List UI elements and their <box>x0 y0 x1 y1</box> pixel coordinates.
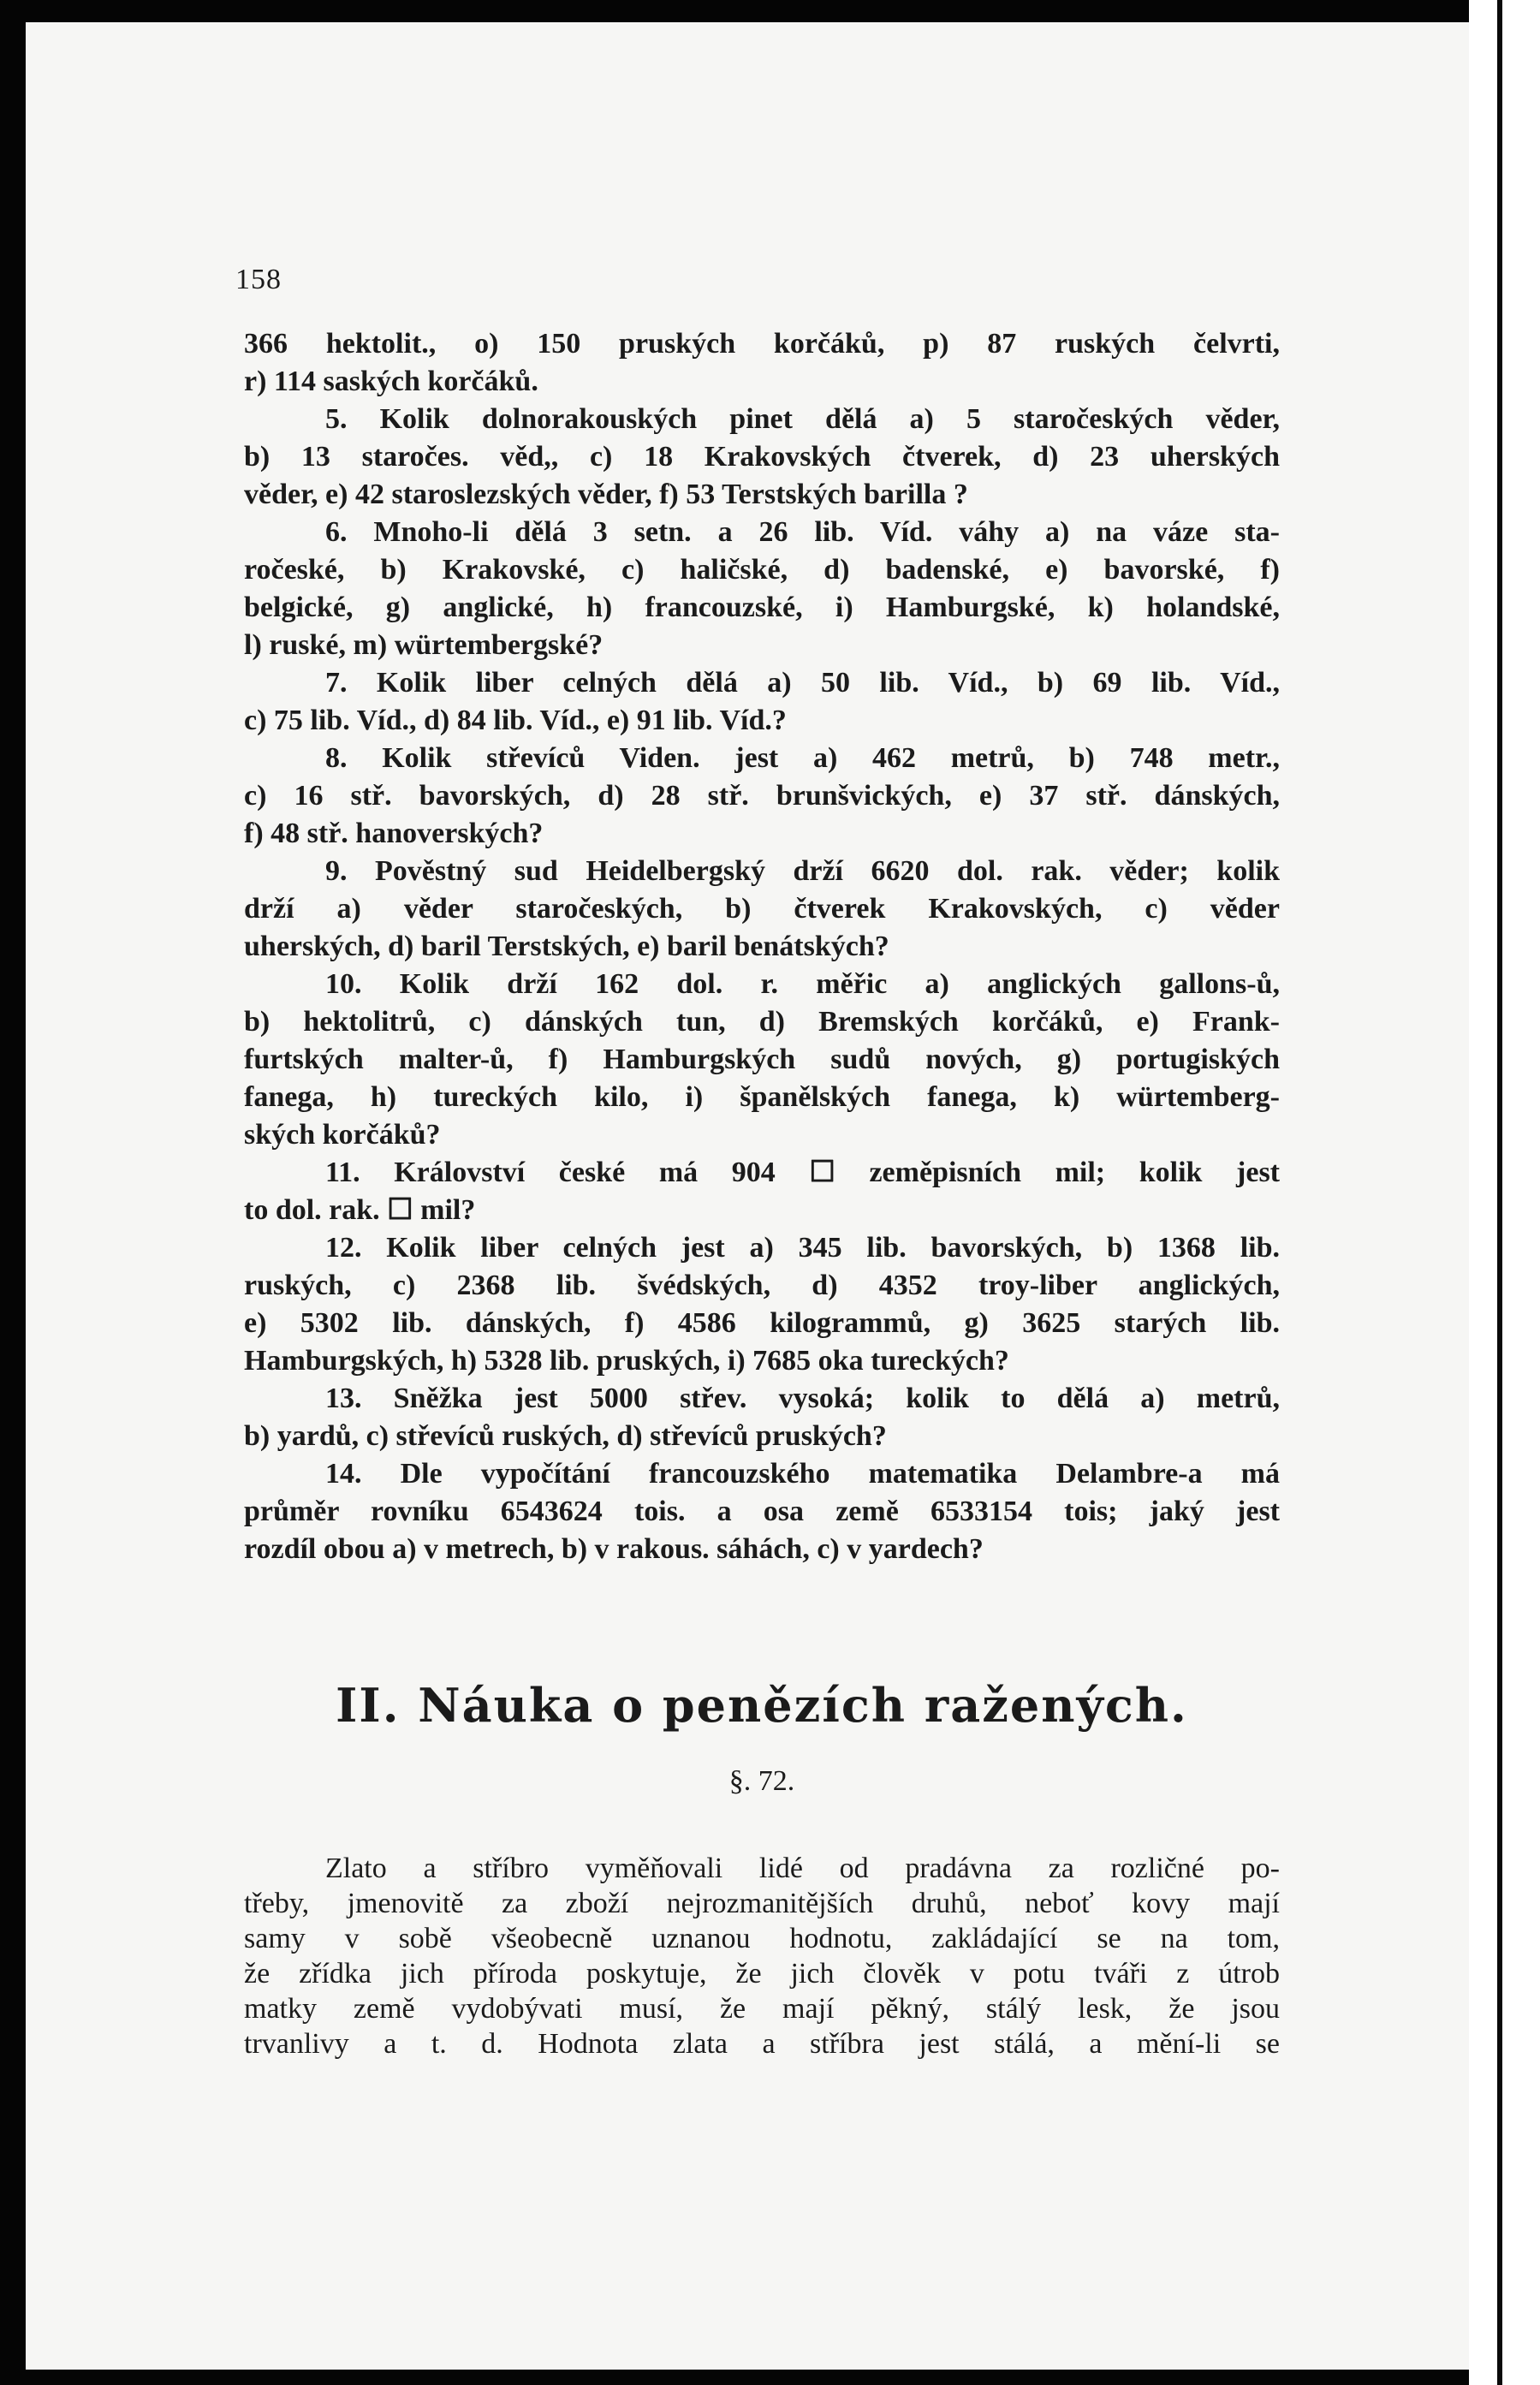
exercise-line: c) 75 lib. Víd., d) 84 lib. Víd., e) 91 lib. Víd.? <box>244 705 787 736</box>
section-number: §. 72. <box>728 1765 795 1797</box>
exercise-line: průměr rovníku 6543624 tois. a osa země 6533154 tois; jaký jest <box>244 1496 1280 1527</box>
exercise-line: b) yardů, c) střevíců ruských, d) střevíců pruských? <box>244 1420 887 1452</box>
exercise-line: ruských, c) 2368 lib. švédských, d) 4352 troy-liber anglických, <box>244 1270 1280 1301</box>
exercise-line: rozdíl obou a) v metrech, b) v rakous. sáhách, c) v yardech? <box>244 1533 984 1565</box>
exercise-line: to dol. rak. ☐ mil? <box>244 1194 476 1226</box>
exercise-line: fanega, h) tureckých kilo, i) španělských fanega, k) würtemberg- <box>244 1081 1280 1113</box>
exercise-line: 366 hektolit., o) 150 pruských korčáků, p) 87 ruských čelvrti, <box>244 328 1280 360</box>
exercise-line: f) 48 stř. hanoverských? <box>244 818 544 849</box>
section-heading: II. Náuka o penězích ražených. <box>336 1678 1188 1733</box>
page-edge <box>1469 0 1498 2385</box>
paragraph-line: trvanlivy a t. d. Hodnota zlata a stříbra jest stálá, a mění-li se <box>244 2028 1280 2060</box>
exercise-line: 13. Sněžka jest 5000 střev. vysoká; kolik to dělá a) metrů, <box>325 1383 1280 1414</box>
exercise-line: c) 16 stř. bavorských, d) 28 stř. brunšvických, e) 37 stř. dánských, <box>244 780 1280 812</box>
page-number: 158 <box>235 264 282 295</box>
paragraph-line: samy v sobě všeobecně uznanou hodnotu, zakládající se na tom, <box>244 1923 1280 1954</box>
exercise-line: belgické, g) anglické, h) francouzské, i) Hamburgské, k) holandské, <box>244 592 1280 623</box>
paragraph-line: třeby, jmenovitě za zboží nejrozmanitějších druhů, neboť kovy mají <box>244 1888 1280 1919</box>
exercise-line: l) ruské, m) würtembergské? <box>244 629 604 661</box>
exercise-line: ročeské, b) Krakovské, c) haličské, d) badenské, e) bavorské, f) <box>244 554 1280 586</box>
exercise-line: r) 114 saských korčáků. <box>244 366 538 397</box>
exercise-line: 8. Kolik střevíců Viden. jest a) 462 metrů, b) 748 metr., <box>325 742 1280 774</box>
exercise-line: 14. Dle vypočítání francouzského matematika Delambre-a má <box>325 1458 1280 1490</box>
exercise-line: věder, e) 42 staroslezských věder, f) 53 Terstských barilla ? <box>244 479 968 510</box>
paragraph-line: matky země vydobývati musí, že mají pěkný, stálý lesk, že jsou <box>244 1993 1280 2025</box>
exercise-line: drží a) věder staročeských, b) čtverek Krakovských, c) věder <box>244 893 1280 925</box>
paragraph-line: Zlato a stříbro vyměňovali lidé od pradávna za rozličné po- <box>325 1853 1280 1884</box>
exercise-line: 9. Pověstný sud Heidelbergský drží 6620 dol. rak. věder; kolik <box>325 855 1280 887</box>
exercise-line: b) hektolitrů, c) dánských tun, d) Bremských korčáků, e) Frank- <box>244 1006 1280 1038</box>
exercise-line: 5. Kolik dolnorakouských pinet dělá a) 5 staročeských věder, <box>325 403 1280 435</box>
exercise-line: ských korčáků? <box>244 1119 441 1151</box>
exercise-line: 6. Mnoho-li dělá 3 setn. a 26 lib. Víd. váhy a) na váze sta- <box>325 516 1280 548</box>
exercise-line: 7. Kolik liber celných dělá a) 50 lib. Víd., b) 69 lib. Víd., <box>325 667 1280 699</box>
exercise-line: 10. Kolik drží 162 dol. r. měřic a) anglických gallons-ů, <box>325 968 1280 1000</box>
exercise-line: uherských, d) baril Terstských, e) baril benátských? <box>244 931 889 962</box>
body-paragraph <box>244 1851 1280 2061</box>
exercise-line: furtských malter-ů, f) Hamburgských sudů nových, g) portugiských <box>244 1044 1280 1075</box>
exercise-line: 11. Království české má 904 ☐ zeměpisních mil; kolik jest <box>325 1157 1280 1188</box>
exercise-list <box>244 325 1280 1568</box>
page-edge-right <box>1502 0 1540 2385</box>
paragraph-line: že zřídka jich příroda poskytuje, že jich člověk v potu tváři z útrob <box>244 1958 1280 1989</box>
exercise-line: Hamburgských, h) 5328 lib. pruských, i) 7685 oka tureckých? <box>244 1345 1009 1377</box>
exercise-line: 12. Kolik liber celných jest a) 345 lib. bavorských, b) 1368 lib. <box>325 1232 1280 1264</box>
exercise-line: b) 13 staroče​s. věd,, c) 18 Krakovských čtverek, d) 23 uherských <box>244 441 1280 473</box>
exercise-line: e) 5302 lib. dánských, f) 4586 kilogrammů, g) 3625 starých lib. <box>244 1307 1280 1339</box>
